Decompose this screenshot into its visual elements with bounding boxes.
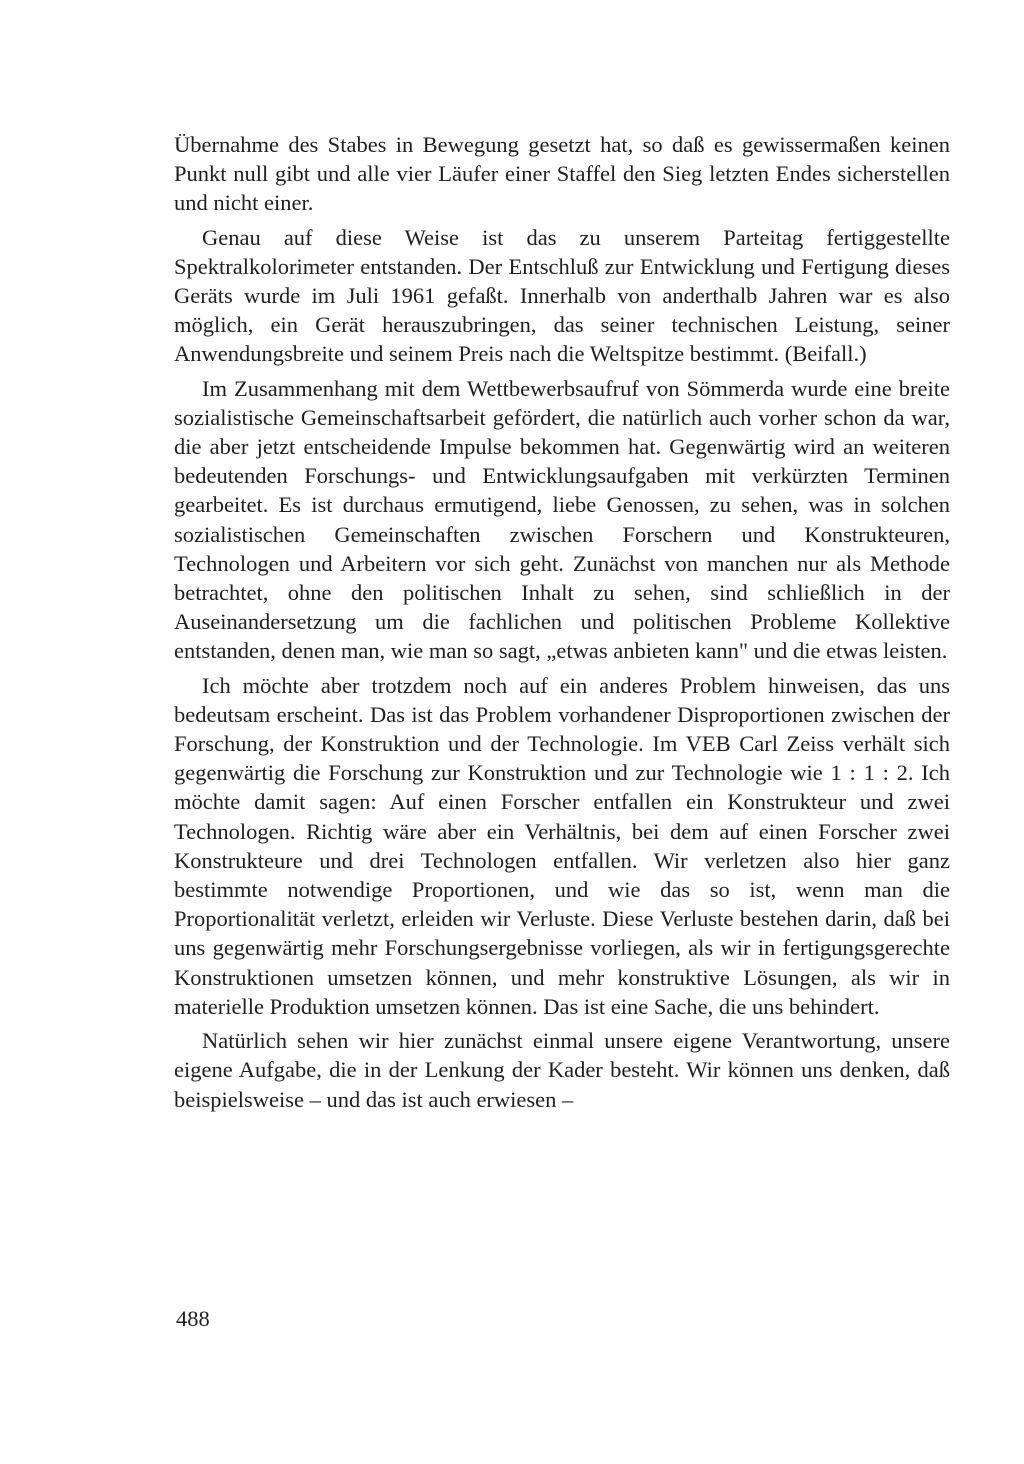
page-number: 488 bbox=[176, 1306, 210, 1331]
paragraph-2: Genau auf diese Weise ist das zu unserem Parteitag fertiggestellte Spektralkolorimeter entstanden. Der Entschluß zur Entwicklung und Fertigung dieses Geräts wurde im Juli 1961 gefaßt. Innerhalb von anderthalb Jahren war es also möglich, ein Gerät herauszubringen, das seiner technischen Leistung, seiner Anwendungsbreite und seinem Preis nach die Weltspitze bestimmt. (Beifall.) bbox=[174, 224, 950, 367]
body-text bbox=[174, 130, 950, 1119]
paragraph-4: Ich möchte aber trotzdem noch auf ein anderes Problem hinweisen, das uns bedeutsam erscheint. Das ist das Problem vorhandener Disproportionen zwischen der Forschung, der Konstruktion und der Technologie. Im VEB Carl Zeiss verhält sich gegenwärtig die Forschung zur Konstruktion und zur Technologie wie 1 : 1 : 2. Ich möchte damit sagen: Auf einen Forscher entfallen ein Konstrukteur und zwei Technologen. Richtig wäre aber ein Verhältnis, bei dem auf einen Forscher zwei Konstrukteure und drei Technologen entfallen. Wir verletzen also hier ganz bestimmte notwendige Proportionen, und wie das so ist, wenn man die Proportionalität verletzt, erleiden wir Verluste. Diese Verluste bestehen darin, daß bei uns gegenwärtig mehr Forschungsergebnisse vorliegen, als wir in fertigungsgerechte Konstruktionen umsetzen können, und mehr konstruktive Lösungen, als wir in materielle Produktion umsetzen können. Das ist eine Sache, die uns behindert. bbox=[174, 672, 950, 1019]
paragraph-3: Im Zusammenhang mit dem Wettbewerbsaufruf von Sömmerda wurde eine breite sozialistische Gemeinschaftsarbeit gefördert, die natürlich auch vorher schon da war, die aber jetzt entscheidende Impulse bekommen hat. Gegenwärtig wird an weiteren bedeutenden Forschungs- und Entwicklungsaufgaben mit verkürzten Terminen gearbeitet. Es ist durchaus ermutigend, liebe Genossen, zu sehen, was in solchen sozialistischen Gemeinschaften zwischen Forschern und Konstrukteuren, Technologen und Arbeitern vor sich geht. Zunächst von manchen nur als Methode betrachtet, ohne den politischen Inhalt zu sehen, sind schließlich in der Auseinandersetzung um die fachlichen und politischen Probleme Kollektive entstanden, denen man, wie man so sagt, „etwas anbieten kann" und die etwas leisten. bbox=[174, 375, 950, 664]
paragraph-5: Natürlich sehen wir hier zunächst einmal unsere eigene Verantwortung, unsere eigene Aufgabe, die in der Lenkung der Kader besteht. Wir können uns denken, daß beispielsweise – und das ist auch erwiesen – bbox=[174, 1028, 950, 1112]
paragraph-1: Übernahme des Stabes in Bewegung gesetzt hat, so daß es gewissermaßen keinen Punkt null gibt und alle vier Läufer einer Staffel den Sieg letzten Endes sicherstellen und nicht einer. bbox=[174, 132, 950, 216]
